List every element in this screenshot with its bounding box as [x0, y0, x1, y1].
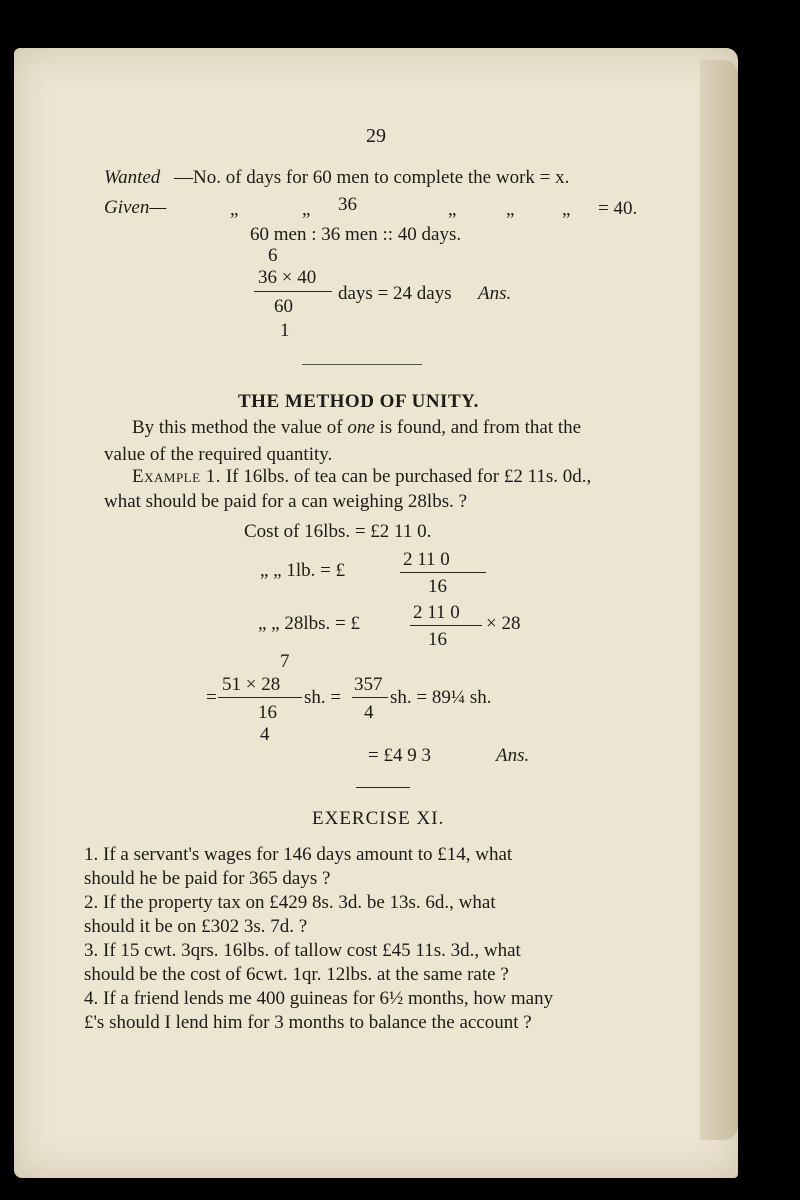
calc2-frac2-bar — [352, 697, 388, 698]
calc2-eq: = — [206, 687, 217, 708]
wanted-label: Wanted — [104, 167, 161, 188]
calc2-frac2-num: 357 — [354, 674, 383, 695]
cost-line2-prefix: „ „ 1lb. = £ — [260, 560, 346, 581]
wanted-text: —No. of days for 60 men to complete the work = x. — [174, 167, 570, 188]
intro-line1-a: By this method the value of — [132, 417, 348, 438]
calc1-fraction-bar — [254, 291, 332, 292]
ditto-3: „ — [448, 199, 457, 220]
ditto-2: „ — [302, 199, 311, 220]
calc1-top: 6 — [268, 245, 278, 266]
calc2-numerator: 51 × 28 — [222, 674, 281, 695]
cost-line2-numerator: 2 11 0 — [403, 549, 450, 570]
calc2-bottom: 4 — [260, 724, 270, 745]
example-line1: If 16lbs. of tea can be purchased for £2 11s. 0d., — [225, 466, 592, 487]
exercise-3-line-b: should be the cost of 6cwt. 1qr. 12lbs. at the same rate ? — [84, 964, 509, 985]
page-number: 29 — [366, 125, 386, 147]
given-label: Given— — [104, 197, 167, 218]
exercise-divider — [356, 787, 410, 788]
cost-line3-suffix: × 28 — [486, 613, 521, 634]
intro-line1-b: is found, and from that the — [374, 417, 582, 438]
intro-line2: value of the required quantity. — [104, 444, 333, 465]
exercise-4-line-b: £'s should I lend him for 3 months to balance the account ? — [84, 1012, 532, 1033]
cost-line3-denominator: 16 — [428, 629, 447, 650]
given-value: = 40. — [598, 198, 638, 219]
ditto-5: „ — [562, 199, 571, 220]
cost-line1: Cost of 16lbs. = £2 11 0. — [244, 521, 432, 542]
given-number: 36 — [338, 194, 357, 215]
exercise-3-line-a: 3. If 15 cwt. 3qrs. 16lbs. of tallow cost £45 11s. 3d., what — [84, 940, 521, 961]
calc2-denominator: 16 — [258, 702, 277, 723]
calc1-denominator: 60 — [274, 296, 293, 317]
proportion: 60 men : 36 men :: 40 days. — [250, 224, 462, 245]
calc1-ans: Ans. — [478, 283, 512, 304]
calc2-tail: sh. = 89¼ sh. — [390, 687, 492, 708]
exercise-1-line-a: 1. If a servant's wages for 146 days amount to £14, what — [84, 844, 513, 865]
calc1-bottom: 1 — [280, 320, 290, 341]
cost-line3-bar — [410, 625, 482, 626]
divider — [302, 364, 422, 365]
ditto-4: „ — [506, 199, 515, 220]
cost-line2-bar — [400, 572, 486, 573]
calc2-sh: sh. = — [304, 687, 342, 708]
exercise-4-line-a: 4. If a friend lends me 400 guineas for 6½ months, how many — [84, 988, 554, 1009]
ditto-1: „ — [230, 199, 239, 220]
exercise-1-line-b: should he be paid for 365 days ? — [84, 868, 331, 889]
calc2-top: 7 — [280, 651, 290, 672]
calc2-bar — [218, 697, 302, 698]
exercise-2-line-a: 2. If the property tax on £429 8s. 3d. be 13s. 6d., what — [84, 892, 496, 913]
page-edge — [700, 60, 738, 1140]
calc1-result: days = 24 days — [338, 283, 452, 304]
exercise-2-line-b: should it be on £302 3s. 7d. ? — [84, 916, 308, 937]
section-title: THE METHOD OF UNITY. — [238, 391, 479, 412]
cost-line2-denominator: 16 — [428, 576, 447, 597]
example-label: Example 1. — [132, 466, 222, 487]
result: = £4 9 3 — [368, 745, 431, 766]
calc1-numerator: 36 × 40 — [258, 267, 317, 288]
cost-line3-prefix: „ „ 28lbs. = £ — [258, 613, 361, 634]
calc2-frac2-den: 4 — [364, 702, 374, 723]
cost-line3-numerator: 2 11 0 — [413, 602, 460, 623]
intro-emphasis: one — [347, 417, 375, 438]
example-line2: what should be paid for a can weighing 28lbs. ? — [104, 491, 468, 512]
result-ans: Ans. — [496, 745, 530, 766]
exercise-title: EXERCISE XI. — [312, 808, 445, 829]
